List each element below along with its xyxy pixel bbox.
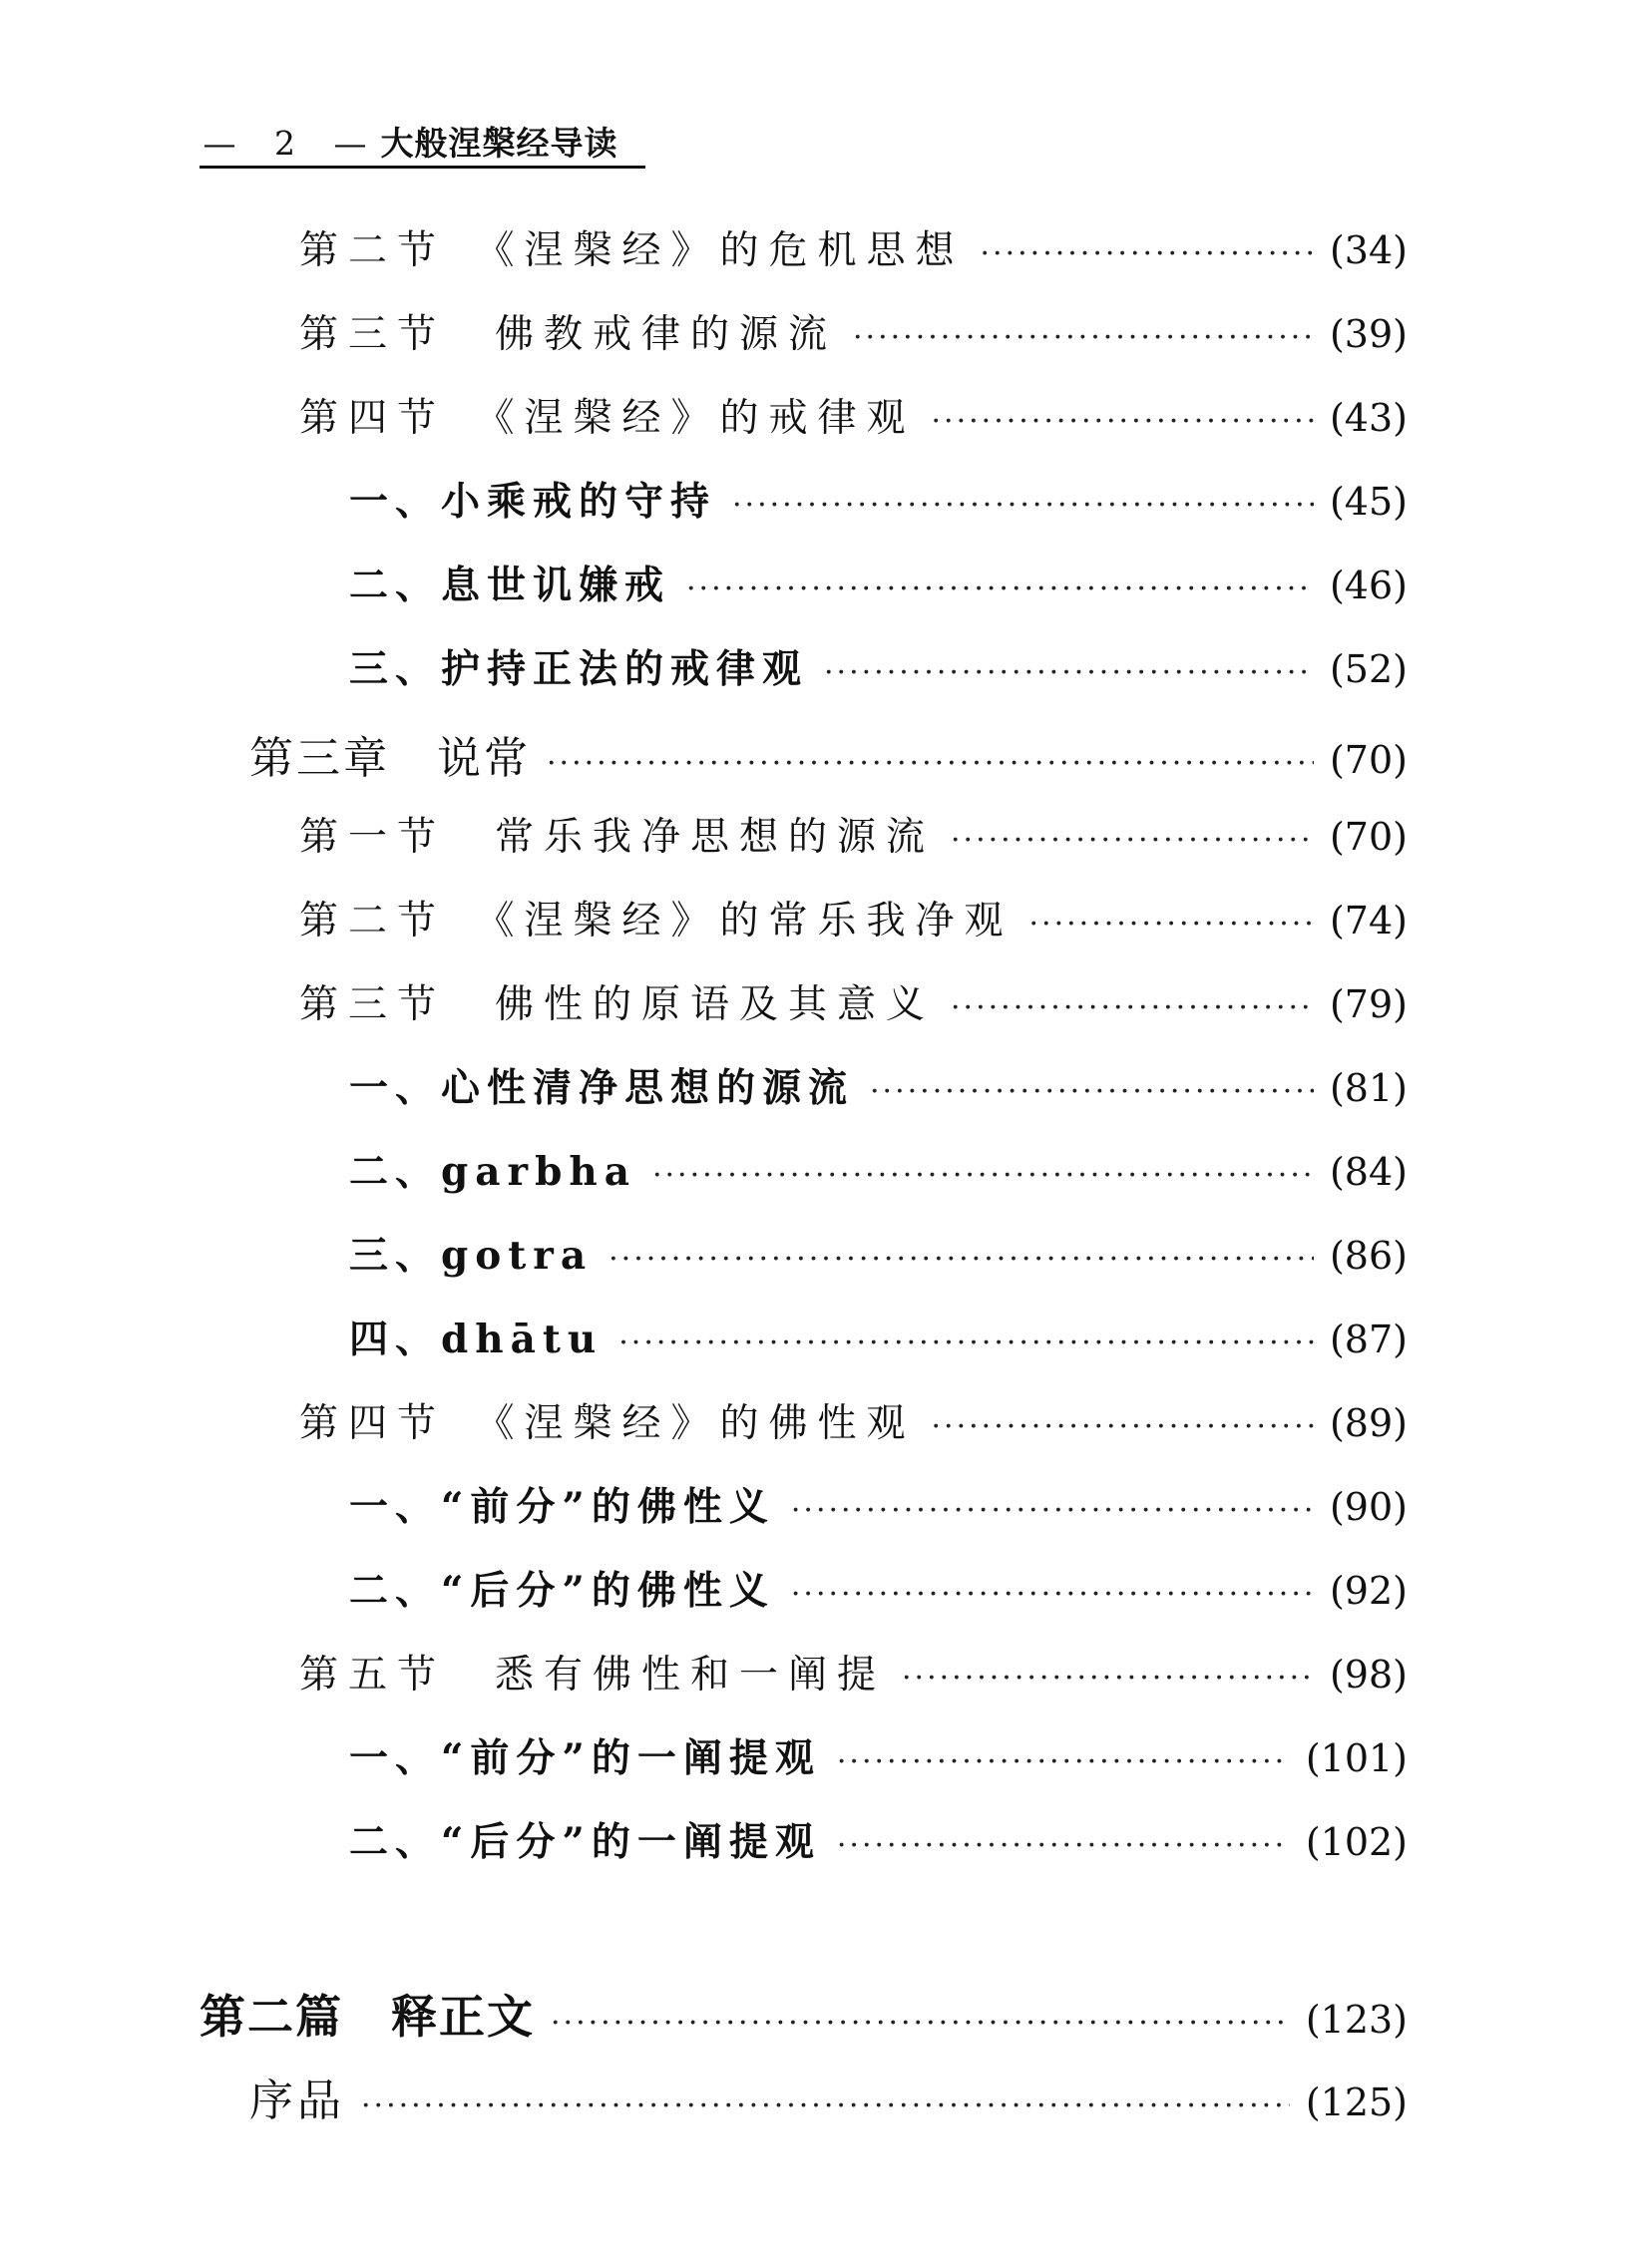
toc-entry	[349, 638, 1408, 700]
toc-entry	[299, 387, 1408, 449]
toc-entry-title: 二、息世讥嫌戒	[349, 563, 671, 608]
toc-entry	[349, 1811, 1408, 1873]
toc-entry	[349, 1476, 1408, 1538]
toc-entry-page: (74)	[1329, 899, 1408, 943]
toc-entry-title: 三、护持正法的戒律观	[349, 646, 809, 692]
toc-entry-title: 第二篇 释正文	[200, 1990, 535, 2044]
toc-entry-title: 一、“前分”的一阐提观	[349, 1735, 821, 1781]
toc-entry-page: (70)	[1329, 738, 1408, 782]
toc-entry	[349, 555, 1408, 616]
header-dash-left: —	[203, 124, 236, 163]
toc-entry-page: (84)	[1329, 1150, 1408, 1194]
toc-entry-title: 四、dhātu	[349, 1317, 604, 1362]
toc-entry-page: (70)	[1329, 815, 1408, 859]
dot-leader	[791, 1577, 1314, 1612]
toc-entry-page: (81)	[1329, 1066, 1408, 1110]
toc-entry-page: (39)	[1329, 312, 1408, 356]
toc-entry-page: (52)	[1329, 647, 1408, 691]
toc-entry-title: 二、garbha	[349, 1149, 636, 1195]
dot-leader	[652, 1158, 1314, 1193]
toc-entry-page: (101)	[1305, 1736, 1408, 1780]
dot-leader	[609, 1242, 1314, 1277]
toc-entry-title: 第五节 悉有佛性和一阐提	[299, 1653, 887, 1698]
toc-entry	[299, 219, 1408, 281]
toc-entry	[349, 1057, 1408, 1119]
toc-entry-title: 第三节 佛性的原语及其意义	[299, 982, 936, 1027]
toc-entry-page: (79)	[1329, 982, 1408, 1026]
toc-entry-page: (86)	[1329, 1234, 1408, 1278]
toc-entry-page: (34)	[1329, 228, 1408, 272]
toc-entry-title: 序品	[249, 2076, 345, 2126]
toc-entry-page: (87)	[1329, 1318, 1408, 1361]
toc-entry-title: 第四节 《涅槃经》的佛性观	[299, 1401, 916, 1446]
toc-entry-title: 第三节 佛教戒律的源流	[299, 312, 838, 357]
toc-entry	[349, 1727, 1408, 1789]
dot-leader	[732, 488, 1314, 523]
dot-leader	[547, 746, 1314, 781]
toc-entry-page: (123)	[1305, 1998, 1408, 2042]
dot-leader	[870, 1074, 1314, 1109]
dot-leader	[686, 571, 1314, 606]
toc-entry-page: (92)	[1329, 1569, 1408, 1613]
toc-entry-title: 一、心性清净思想的源流	[349, 1065, 855, 1111]
toc-entry-page: (102)	[1305, 1820, 1408, 1864]
dot-leader	[951, 823, 1314, 858]
toc-entry	[349, 1141, 1408, 1203]
toc-entry-page: (45)	[1329, 480, 1408, 524]
toc-entry	[249, 722, 1408, 784]
dot-leader	[1029, 907, 1314, 942]
dot-leader	[932, 1409, 1314, 1444]
toc-entry	[249, 2065, 1408, 2126]
toc-entry-page: (89)	[1329, 1401, 1408, 1445]
toc-entry-title: 第二节 《涅槃经》的危机思想	[299, 228, 965, 273]
toc-entry-page: (90)	[1329, 1485, 1408, 1529]
toc-entry	[299, 1392, 1408, 1454]
dot-leader	[853, 320, 1314, 355]
toc-entry-title: 二、“后分”的一阐提观	[349, 1819, 821, 1865]
dot-leader	[618, 1325, 1314, 1360]
toc-entry-page: (46)	[1329, 564, 1408, 607]
toc-entry	[349, 1309, 1408, 1370]
toc-entry	[349, 471, 1408, 533]
toc-entry-title: 第三章 说常	[249, 733, 531, 784]
page-number: 2	[274, 124, 295, 163]
toc-entry-page: (98)	[1329, 1653, 1408, 1697]
toc-entry	[349, 1560, 1408, 1622]
toc-entry	[299, 1644, 1408, 1705]
toc-entry-page: (125)	[1305, 2080, 1408, 2124]
dot-leader	[932, 404, 1314, 439]
toc-entry-title: 一、“前分”的佛性义	[349, 1484, 775, 1530]
dot-leader	[837, 1828, 1290, 1863]
toc-entry-title: 二、“后分”的佛性义	[349, 1568, 775, 1614]
dot-leader	[951, 990, 1314, 1025]
header-dash-right: —	[333, 124, 367, 163]
toc-entry-title: 第四节 《涅槃经》的戒律观	[299, 396, 916, 441]
toc-entry	[299, 303, 1408, 365]
toc-entry-title: 三、gotra	[349, 1233, 594, 1279]
toc-entry-title: 一、小乘戒的守持	[349, 479, 717, 525]
dot-leader	[981, 236, 1314, 271]
toc-entry	[349, 1225, 1408, 1287]
dot-leader	[824, 655, 1314, 690]
book-title: 大般涅槃经导读	[380, 124, 618, 163]
toc-entry-title: 第二节 《涅槃经》的常乐我净观	[299, 899, 1014, 944]
dot-leader	[902, 1661, 1314, 1696]
toc-entry-page: (43)	[1329, 396, 1408, 440]
dot-leader	[361, 2088, 1290, 2123]
toc-entry	[200, 1981, 1408, 2043]
toc-entry	[299, 806, 1408, 868]
dot-leader	[551, 2006, 1290, 2041]
toc-entry	[299, 973, 1408, 1035]
dot-leader	[837, 1744, 1290, 1779]
dot-leader	[791, 1493, 1314, 1528]
toc-entry-title: 第一节 常乐我净思想的源流	[299, 815, 936, 860]
toc-entry	[299, 890, 1408, 951]
